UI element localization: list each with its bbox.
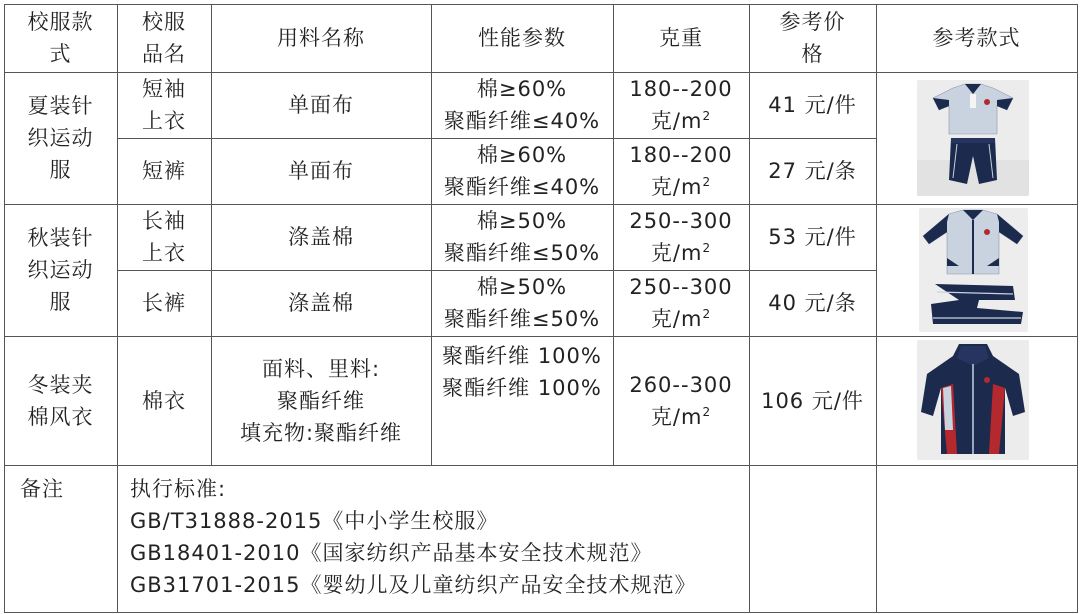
style-cell-winter: [4, 336, 117, 465]
performance-line: 棉≥60%: [476, 77, 568, 101]
remarks-line: GB31701-2015《婴幼儿及儿童纺织产品安全技术规范》: [130, 573, 697, 597]
item-name-cell: [117, 72, 211, 138]
item-name-cell: [117, 138, 211, 204]
weight-unit: 克/m: [650, 404, 703, 429]
weight-unit-line: [651, 171, 711, 203]
material-line: 单面布: [288, 159, 354, 183]
remarks-line: 执行标准:: [130, 477, 227, 501]
style-text-line: 秋装针: [27, 226, 94, 250]
weight-cell: [613, 138, 749, 204]
weight-unit-sup: 2: [702, 109, 712, 123]
header-weight: [613, 4, 749, 72]
material-cell: [211, 204, 431, 270]
performance-line: 聚酯纤维 100%: [442, 344, 602, 368]
price-cell: [749, 270, 876, 336]
header-material: [211, 4, 431, 72]
header-price: [749, 4, 876, 72]
material-line: 聚酯纤维: [277, 388, 365, 413]
material-cell: [211, 336, 431, 465]
remarks-line: GB/T31888-2015《中小学生校服》: [130, 509, 499, 533]
price-cell: [749, 336, 876, 465]
grid-line: [4, 612, 1077, 613]
performance-cell: [431, 270, 613, 336]
performance-line: 聚酯纤维≤40%: [443, 175, 601, 199]
weight-unit-sup: 2: [702, 307, 712, 321]
header-text-line: 参考款式: [932, 26, 1021, 50]
style-text-line: 服: [49, 158, 72, 182]
weight-unit-sup: 2: [702, 404, 712, 419]
remarks-label: 备注: [20, 477, 64, 501]
performance-cell: [431, 204, 613, 270]
weight-range: 250--300: [629, 209, 733, 233]
style-text-line: 棉风衣: [27, 404, 94, 429]
item-name-cell: [117, 204, 211, 270]
header-reference-style: [876, 4, 1077, 72]
item-name-line: 短袖: [142, 77, 186, 101]
performance-line: 聚酯纤维≤40%: [443, 109, 601, 133]
header-text-line: 参考价: [779, 10, 846, 34]
winter-coat-photo: [917, 340, 1029, 460]
remarks-line: GB18401-2010《国家纺织产品基本安全技术规范》: [130, 541, 653, 565]
header-text-line: 性能参数: [478, 26, 566, 50]
item-name-line: 上衣: [142, 241, 186, 265]
weight-unit-line: [651, 237, 711, 269]
remarks-label-cell: [4, 465, 117, 612]
autumn-uniform-photo: [919, 208, 1028, 332]
performance-cell: [431, 138, 613, 204]
header-text-line: 品名: [142, 42, 186, 66]
performance-cell: [431, 336, 613, 465]
weight-range: 180--200: [629, 77, 733, 101]
remarks-content-cell: [117, 465, 749, 612]
material-cell: [211, 270, 431, 336]
weight-range: 250--300: [629, 275, 733, 299]
weight-unit: 克/m: [650, 241, 703, 265]
price-text: 53 元/件: [768, 225, 857, 249]
weight-cell: [613, 270, 749, 336]
price-cell: [749, 204, 876, 270]
performance-line: 棉≥60%: [476, 143, 568, 167]
performance-line: 聚酯纤维≤50%: [443, 307, 601, 331]
material-line: 面料、里料:: [261, 356, 381, 381]
header-text-line: 式: [49, 42, 72, 66]
performance-line: 棉≥50%: [476, 275, 568, 299]
weight-range: 260--300: [629, 372, 733, 397]
price-cell: [749, 72, 876, 138]
weight-unit: 克/m: [650, 307, 703, 331]
header-text-line: 克重: [659, 26, 703, 50]
weight-cell: [613, 204, 749, 270]
weight-unit-sup: 2: [702, 241, 712, 255]
material-line: 涤盖棉: [288, 225, 354, 249]
performance-cell: [431, 72, 613, 138]
style-text-line: 服: [49, 290, 72, 314]
item-name-cell: [117, 270, 211, 336]
style-text-line: 冬装夹: [27, 372, 94, 397]
price-text: 40 元/条: [768, 291, 857, 315]
grid-line: [1077, 4, 1078, 613]
material-line: 单面布: [288, 93, 354, 117]
item-name-cell: [117, 336, 211, 465]
weight-unit-sup: 2: [702, 175, 712, 189]
header-text-line: 用料名称: [277, 26, 365, 50]
material-cell: [211, 138, 431, 204]
price-text: 106 元/件: [761, 388, 864, 413]
item-name-line: 长袖: [142, 209, 186, 233]
item-name-line: 棉衣: [142, 388, 186, 413]
material-line: 涤盖棉: [288, 291, 354, 315]
weight-unit-line: [651, 303, 711, 335]
header-style: [4, 4, 117, 72]
weight-unit: 克/m: [650, 175, 703, 199]
performance-line: 聚酯纤维 100%: [442, 376, 602, 400]
item-name-line: 上衣: [142, 109, 186, 133]
summer-uniform-photo: [917, 80, 1029, 196]
header-text-line: 格: [801, 42, 824, 66]
material-line: 填充物:聚酯纤维: [239, 420, 403, 445]
grid-line: [876, 4, 877, 613]
style-cell-summer: [4, 72, 117, 204]
header-name: [117, 4, 211, 72]
weight-range: 180--200: [629, 143, 733, 167]
header-text-line: 校服: [142, 10, 186, 34]
material-cell: [211, 72, 431, 138]
weight-cell: [613, 336, 749, 465]
header-performance: [431, 4, 613, 72]
performance-line: 棉≥50%: [476, 209, 568, 233]
price-text: 27 元/条: [768, 159, 857, 183]
item-name-line: 短裤: [142, 159, 186, 183]
style-text-line: 织运动: [27, 126, 94, 150]
style-text-line: 夏装针: [27, 94, 94, 118]
weight-unit-line: [651, 401, 711, 433]
header-text-line: 校服款: [27, 10, 94, 34]
weight-cell: [613, 72, 749, 138]
style-text-line: 织运动: [27, 258, 94, 282]
weight-unit: 克/m: [650, 109, 703, 133]
item-name-line: 长裤: [142, 291, 186, 315]
price-text: 41 元/件: [768, 93, 857, 117]
weight-unit-line: [651, 105, 711, 137]
style-cell-autumn: [4, 204, 117, 336]
price-cell: [749, 138, 876, 204]
performance-line: 聚酯纤维≤50%: [443, 241, 601, 265]
